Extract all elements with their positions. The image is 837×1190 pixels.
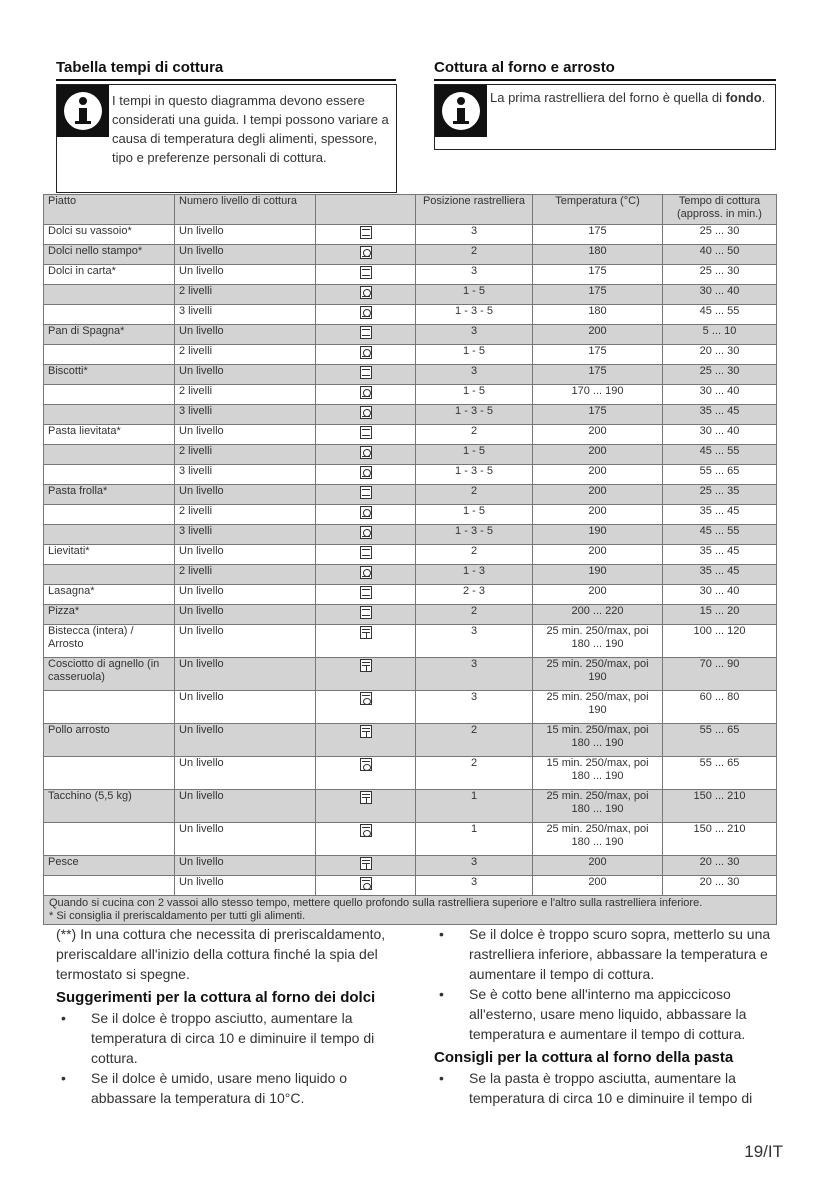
level-cell: Un livello <box>175 545 316 565</box>
top-bottom-heat-icon <box>360 326 372 339</box>
function-cell <box>316 425 416 445</box>
temperature-cell: 200 ... 220 <box>533 605 663 625</box>
list-item: • Se è cotto bene all'interno ma appiccicoso all'esterno, usare meno liquido, abbassare la temperatura e aumentare il tempo di cottura. <box>434 984 776 1044</box>
table-row <box>44 724 777 757</box>
time-cell: 5 ... 10 <box>663 325 777 345</box>
temperature-cell: 175 <box>533 265 663 285</box>
position-cell: 3 <box>416 658 533 691</box>
position-cell: 1 <box>416 790 533 823</box>
dish-cell <box>44 385 175 405</box>
dish-cell <box>44 405 175 425</box>
level-cell: 2 livelli <box>175 345 316 365</box>
function-cell <box>316 757 416 790</box>
temperature-cell: 200 <box>533 425 663 445</box>
temperature-cell: 200 <box>533 856 663 876</box>
temperature-cell: 175 <box>533 405 663 425</box>
cake-tips-heading: Suggerimenti per la cottura al forno dei dolci <box>56 989 376 1006</box>
level-cell: Un livello <box>175 245 316 265</box>
dish-cell <box>44 305 175 325</box>
dish-cell: Dolci nello stampo* <box>44 245 175 265</box>
function-cell <box>316 305 416 325</box>
dish-cell: Pizza* <box>44 605 175 625</box>
level-cell: Un livello <box>175 325 316 345</box>
fan-heat-icon <box>360 306 372 319</box>
time-cell: 35 ... 45 <box>663 405 777 425</box>
time-cell: 100 ... 120 <box>663 625 777 658</box>
footnote-preheat: * Si consiglia il preriscaldamento per tutti gli alimenti. <box>49 910 306 922</box>
table-row <box>44 485 777 505</box>
dish-cell: Lievitati* <box>44 545 175 565</box>
function-cell <box>316 525 416 545</box>
level-cell: Un livello <box>175 757 316 790</box>
time-cell: 20 ... 30 <box>663 345 777 365</box>
temperature-cell: 25 min. 250/max, poi 180 ... 190 <box>533 790 663 823</box>
dish-cell <box>44 505 175 525</box>
grill-icon <box>360 791 372 804</box>
position-cell: 1 <box>416 823 533 856</box>
fan-heat-icon <box>360 346 372 359</box>
dish-cell: Pasta lievitata* <box>44 425 175 445</box>
temperature-cell: 180 <box>533 305 663 325</box>
time-cell: 35 ... 45 <box>663 545 777 565</box>
fan-heat-icon <box>360 406 372 419</box>
temperature-cell: 175 <box>533 225 663 245</box>
table-row <box>44 790 777 823</box>
position-cell: 3 <box>416 876 533 896</box>
temperature-cell: 25 min. 250/max, poi 190 <box>533 658 663 691</box>
level-cell: Un livello <box>175 856 316 876</box>
level-cell: Un livello <box>175 225 316 245</box>
table-row <box>44 658 777 691</box>
level-cell: 3 livelli <box>175 465 316 485</box>
position-cell: 3 <box>416 691 533 724</box>
top-bottom-heat-icon <box>360 426 372 439</box>
grill-icon <box>360 857 372 870</box>
top-bottom-heat-icon <box>360 586 372 599</box>
grill-icon <box>360 659 372 672</box>
cooking-table-heading: Tabella tempi di cottura <box>56 59 224 76</box>
dish-cell <box>44 525 175 545</box>
level-cell: Un livello <box>175 485 316 505</box>
temperature-cell: 190 <box>533 565 663 585</box>
time-cell: 25 ... 30 <box>663 225 777 245</box>
function-cell <box>316 790 416 823</box>
table-row <box>44 245 777 265</box>
table-row <box>44 345 777 365</box>
fan-heat-icon <box>360 386 372 399</box>
level-cell: Un livello <box>175 365 316 385</box>
dish-cell <box>44 285 175 305</box>
level-cell: Un livello <box>175 585 316 605</box>
dish-cell: Biscotti* <box>44 365 175 385</box>
temperature-cell: 180 <box>533 245 663 265</box>
temperature-cell: 200 <box>533 485 663 505</box>
table-row <box>44 605 777 625</box>
grill-fan-icon <box>360 824 372 837</box>
time-cell: 45 ... 55 <box>663 445 777 465</box>
position-cell: 1 - 3 - 5 <box>416 305 533 325</box>
table-row <box>44 285 777 305</box>
position-cell: 2 <box>416 485 533 505</box>
function-cell <box>316 325 416 345</box>
position-cell: 1 - 3 - 5 <box>416 525 533 545</box>
fan-heat-icon <box>360 246 372 259</box>
table-row <box>44 225 777 245</box>
time-cell: 35 ... 45 <box>663 505 777 525</box>
heading-rule-left <box>56 79 396 81</box>
temperature-cell: 15 min. 250/max, poi 180 ... 190 <box>533 724 663 757</box>
position-cell: 2 <box>416 757 533 790</box>
position-cell: 2 <box>416 545 533 565</box>
time-cell: 150 ... 210 <box>663 823 777 856</box>
time-cell: 15 ... 20 <box>663 605 777 625</box>
level-cell: 2 livelli <box>175 285 316 305</box>
top-bottom-heat-icon <box>360 546 372 559</box>
function-cell <box>316 385 416 405</box>
col-header-function <box>316 195 416 225</box>
function-cell <box>316 565 416 585</box>
fan-heat-icon <box>360 286 372 299</box>
temperature-cell: 15 min. 250/max, poi 180 ... 190 <box>533 757 663 790</box>
position-cell: 3 <box>416 365 533 385</box>
dish-cell <box>44 757 175 790</box>
position-cell: 1 - 5 <box>416 505 533 525</box>
function-cell <box>316 465 416 485</box>
cooking-times-table-wrap <box>43 194 776 925</box>
top-bottom-heat-icon <box>360 606 372 619</box>
level-cell: Un livello <box>175 658 316 691</box>
time-cell: 45 ... 55 <box>663 525 777 545</box>
table-row <box>44 325 777 345</box>
preheat-note: (**) In una cottura che necessita di preriscaldamento, preriscaldare all'inizio della cottura finché la spia del termostato si spegne. <box>56 926 386 982</box>
temperature-cell: 200 <box>533 445 663 465</box>
time-cell: 55 ... 65 <box>663 724 777 757</box>
function-cell <box>316 225 416 245</box>
dish-cell: Lasagna* <box>44 585 175 605</box>
position-cell: 1 - 3 <box>416 565 533 585</box>
dish-cell: Tacchino (5,5 kg) <box>44 790 175 823</box>
position-cell: 2 <box>416 245 533 265</box>
level-cell: 2 livelli <box>175 385 316 405</box>
dish-cell: Pesce <box>44 856 175 876</box>
table-row <box>44 505 777 525</box>
level-cell: Un livello <box>175 823 316 856</box>
grill-icon <box>360 626 372 639</box>
fan-heat-icon <box>360 526 372 539</box>
footnote-two-trays: Quando si cucina con 2 vassoi allo stesso tempo, mettere quello profondo sulla rastrelliera superiore e l'altro sulla rastrelliera inferiore. <box>49 897 703 909</box>
time-cell: 45 ... 55 <box>663 305 777 325</box>
time-cell: 35 ... 45 <box>663 565 777 585</box>
function-cell <box>316 445 416 465</box>
time-cell: 30 ... 40 <box>663 585 777 605</box>
dish-cell <box>44 565 175 585</box>
function-cell <box>316 724 416 757</box>
table-row <box>44 405 777 425</box>
table-header-row <box>44 195 777 225</box>
table-body <box>44 225 777 896</box>
temperature-cell: 175 <box>533 285 663 305</box>
list-item: • Se il dolce è troppo scuro sopra, metterlo su una rastrelliera inferiore, abbassare la temperatura e aumentare il tempo di cottura. <box>434 924 776 984</box>
temperature-cell: 200 <box>533 505 663 525</box>
level-cell: 3 livelli <box>175 405 316 425</box>
level-cell: 2 livelli <box>175 445 316 465</box>
position-cell: 1 - 3 - 5 <box>416 405 533 425</box>
position-cell: 2 <box>416 724 533 757</box>
function-cell <box>316 658 416 691</box>
position-cell: 3 <box>416 625 533 658</box>
dish-cell: Pan di Spagna* <box>44 325 175 345</box>
fan-heat-icon <box>360 566 372 579</box>
top-bottom-heat-icon <box>360 266 372 279</box>
position-cell: 2 <box>416 605 533 625</box>
info-box-shelf <box>434 84 776 150</box>
table-row <box>44 265 777 285</box>
table-row <box>44 425 777 445</box>
position-cell: 3 <box>416 265 533 285</box>
function-cell <box>316 485 416 505</box>
time-cell: 25 ... 35 <box>663 485 777 505</box>
col-header-dish: Piatto <box>44 195 175 225</box>
function-cell <box>316 823 416 856</box>
grill-fan-icon <box>360 877 372 890</box>
table-footnote <box>44 896 777 925</box>
pastry-tips-list <box>434 1068 776 1108</box>
temperature-cell: 200 <box>533 585 663 605</box>
col-header-position: Posizione rastrelliera <box>416 195 533 225</box>
table-row <box>44 385 777 405</box>
position-cell: 1 - 5 <box>416 445 533 465</box>
position-cell: 2 - 3 <box>416 585 533 605</box>
temperature-cell: 200 <box>533 465 663 485</box>
level-cell: 3 livelli <box>175 525 316 545</box>
cooking-times-table <box>43 194 777 925</box>
info-guide-text: I tempi in questo diagramma devono essere considerati una guida. I tempi possono variare a causa di temperatura degli alimenti, spessore, tipo e preferenze personali di cottura. <box>112 93 389 165</box>
info-box-guide <box>56 84 397 193</box>
table-row <box>44 585 777 605</box>
position-cell: 1 - 5 <box>416 385 533 405</box>
temperature-cell: 200 <box>533 545 663 565</box>
time-cell: 25 ... 30 <box>663 265 777 285</box>
level-cell: 2 livelli <box>175 505 316 525</box>
dish-cell <box>44 823 175 856</box>
function-cell <box>316 545 416 565</box>
level-cell: 2 livelli <box>175 565 316 585</box>
left-column <box>56 924 396 1108</box>
level-cell: Un livello <box>175 691 316 724</box>
position-cell: 1 - 5 <box>416 345 533 365</box>
temperature-cell: 25 min. 250/max, poi 180 ... 190 <box>533 823 663 856</box>
time-cell: 55 ... 65 <box>663 757 777 790</box>
table-row <box>44 823 777 856</box>
table-row <box>44 565 777 585</box>
function-cell <box>316 691 416 724</box>
dish-cell: Dolci in carta* <box>44 265 175 285</box>
time-cell: 30 ... 40 <box>663 285 777 305</box>
info-icon <box>57 85 109 137</box>
list-item: • Se il dolce è troppo asciutto, aumentare la temperatura di circa 10 e diminuire il tempo di cottura. <box>56 1008 396 1068</box>
table-row <box>44 856 777 876</box>
function-cell <box>316 265 416 285</box>
temperature-cell: 25 min. 250/max, poi 190 <box>533 691 663 724</box>
table-row <box>44 757 777 790</box>
function-cell <box>316 876 416 896</box>
temperature-cell: 25 min. 250/max, poi 180 ... 190 <box>533 625 663 658</box>
list-item: • Se la pasta è troppo asciutta, aumentare la temperatura di circa 10 e diminuire il tempo di <box>434 1068 776 1108</box>
function-cell <box>316 405 416 425</box>
top-bottom-heat-icon <box>360 226 372 239</box>
function-cell <box>316 585 416 605</box>
level-cell: Un livello <box>175 265 316 285</box>
function-cell <box>316 605 416 625</box>
dish-cell <box>44 691 175 724</box>
level-cell: Un livello <box>175 625 316 658</box>
info-shelf-bold: fondo <box>725 90 762 105</box>
table-row <box>44 465 777 485</box>
page-number: 19/IT <box>744 1142 783 1161</box>
time-cell: 30 ... 40 <box>663 385 777 405</box>
position-cell: 3 <box>416 325 533 345</box>
time-cell: 30 ... 40 <box>663 425 777 445</box>
dish-cell: Pollo arrosto <box>44 724 175 757</box>
col-header-temperature: Temperatura (°C) <box>533 195 663 225</box>
position-cell: 2 <box>416 425 533 445</box>
fan-heat-icon <box>360 506 372 519</box>
grill-fan-icon <box>360 758 372 771</box>
time-cell: 40 ... 50 <box>663 245 777 265</box>
list-item: • Se il dolce è umido, usare meno liquido o abbassare la temperatura di 10°C. <box>56 1068 396 1108</box>
temperature-cell: 200 <box>533 876 663 896</box>
function-cell <box>316 285 416 305</box>
dish-cell: Bistecca (intera) / Arrosto <box>44 625 175 658</box>
fan-heat-icon <box>360 446 372 459</box>
time-cell: 150 ... 210 <box>663 790 777 823</box>
position-cell: 3 <box>416 225 533 245</box>
time-cell: 55 ... 65 <box>663 465 777 485</box>
level-cell: Un livello <box>175 605 316 625</box>
pastry-tips-heading: Consigli per la cottura al forno della pasta <box>434 1049 734 1066</box>
temperature-cell: 170 ... 190 <box>533 385 663 405</box>
table-row <box>44 305 777 325</box>
temperature-cell: 200 <box>533 325 663 345</box>
dish-cell <box>44 876 175 896</box>
dish-cell: Cosciotto di agnello (in casseruola) <box>44 658 175 691</box>
time-cell: 20 ... 30 <box>663 856 777 876</box>
time-cell: 70 ... 90 <box>663 658 777 691</box>
function-cell <box>316 365 416 385</box>
level-cell: 3 livelli <box>175 305 316 325</box>
baking-roasting-heading: Cottura al forno e arrosto <box>434 59 615 76</box>
level-cell: Un livello <box>175 425 316 445</box>
heading-rule-right <box>434 79 776 81</box>
info-shelf-text: La prima rastrelliera del forno è quella di fondo. <box>490 90 766 105</box>
col-header-level: Numero livello di cottura <box>175 195 316 225</box>
grill-fan-icon <box>360 692 372 705</box>
time-cell: 60 ... 80 <box>663 691 777 724</box>
table-footnote-row <box>44 896 777 925</box>
cake-tips-list <box>56 1008 396 1108</box>
table-row <box>44 365 777 385</box>
level-cell: Un livello <box>175 724 316 757</box>
function-cell <box>316 856 416 876</box>
dish-cell: Dolci su vassoio* <box>44 225 175 245</box>
function-cell <box>316 625 416 658</box>
table-row <box>44 625 777 658</box>
top-bottom-heat-icon <box>360 486 372 499</box>
cake-tips-list-continued <box>434 924 776 1044</box>
table-row <box>44 545 777 565</box>
position-cell: 1 - 5 <box>416 285 533 305</box>
position-cell: 1 - 3 - 5 <box>416 465 533 485</box>
dish-cell <box>44 445 175 465</box>
temperature-cell: 175 <box>533 345 663 365</box>
table-row <box>44 525 777 545</box>
temperature-cell: 175 <box>533 365 663 385</box>
dish-cell: Pasta frolla* <box>44 485 175 505</box>
table-row <box>44 876 777 896</box>
level-cell: Un livello <box>175 790 316 823</box>
info-icon <box>435 85 487 137</box>
table-row <box>44 445 777 465</box>
function-cell <box>316 345 416 365</box>
right-column <box>434 924 776 1108</box>
col-header-time: Tempo di cottura (appross. in min.) <box>663 195 777 225</box>
position-cell: 3 <box>416 856 533 876</box>
dish-cell <box>44 345 175 365</box>
time-cell: 20 ... 30 <box>663 876 777 896</box>
temperature-cell: 190 <box>533 525 663 545</box>
table-row <box>44 691 777 724</box>
level-cell: Un livello <box>175 876 316 896</box>
dish-cell <box>44 465 175 485</box>
function-cell <box>316 245 416 265</box>
fan-heat-icon <box>360 466 372 479</box>
top-bottom-heat-icon <box>360 366 372 379</box>
function-cell <box>316 505 416 525</box>
time-cell: 25 ... 30 <box>663 365 777 385</box>
grill-icon <box>360 725 372 738</box>
